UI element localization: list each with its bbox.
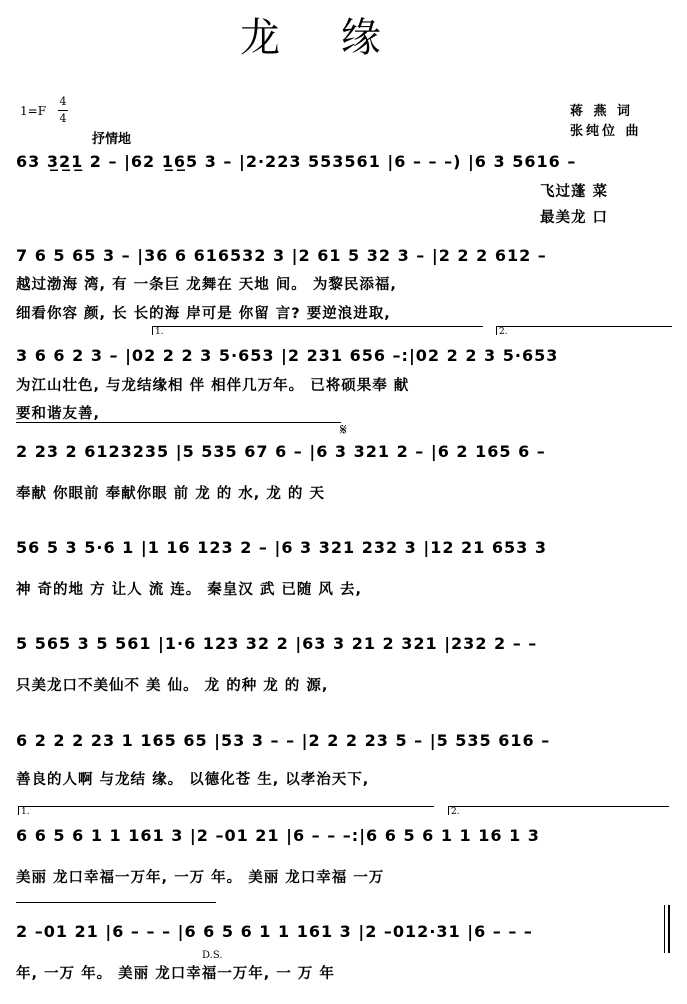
final-barline (664, 905, 670, 953)
ending-continuation (16, 422, 341, 431)
first-ending-bracket (18, 806, 434, 815)
first-ending-bracket (152, 326, 483, 335)
notation-row: 3 6 6 2 3 – |02 2 2 3 5·653 |2 231 656 –:|02 2 2 3 5·653 (16, 346, 559, 365)
time-signature-bottom: 4 (59, 112, 67, 125)
notation-row: 63 3̲2̲1̲ 2 – |62 1̲6̲5 3 – |2·223 553561 |6 – – –) |6 3 5616 – (16, 152, 577, 171)
notation-row: 5 565 3 5 561 |1·6 123 32 2 |63 3 21 2 321 |232 2 – – (16, 634, 538, 653)
segno-sign: 𝄋 (340, 420, 347, 439)
notation-row: 2 23 2 6123235 |5 535 67 6 – |6 3 321 2 – |6 2 165 6 – (16, 442, 546, 461)
second-ending-label: 2. (451, 807, 460, 817)
lyric-line: 神 奇的地 方 让人 流 连。 秦皇汉 武 已随 风 去, (16, 582, 362, 598)
lyric-line: 美丽 龙口幸福一万年, 一万 年。 美丽 龙口幸福 一万 (16, 870, 385, 886)
notation-row: 2 –01 21 |6 – – – |6 6 5 6 1 1 161 3 |2 –012·31 |6 – – – (16, 922, 533, 941)
lyric-line: 细看你容 颜, 长 长的海 岸可是 你留 言? 要逆浪进取, (16, 306, 391, 322)
second-ending-bracket (496, 326, 672, 335)
lyric-line: 只美龙口不美仙不 美 仙。 龙 的种 龙 的 源, (16, 678, 329, 694)
lyric-line: 年, 一万 年。 美丽 龙口幸福一万年, 一 万 年 (16, 966, 335, 982)
tempo-marking: 抒情地 (92, 132, 132, 147)
lyric-line: 越过渤海 湾, 有 一条巨 龙舞在 天地 间。 为黎民添福, (16, 277, 397, 293)
lyric-line: 要和谐友善, (16, 406, 101, 422)
key-signature: 1=F (20, 104, 47, 118)
first-ending-label: 1. (155, 327, 164, 337)
time-signature (58, 95, 68, 126)
second-ending-label: 2. (499, 327, 508, 337)
lyric-line: 为江山壮色, 与龙结缘相 伴 相伴几万年。 已将硕果奉 献 (16, 378, 410, 394)
song-title: 龙 缘 (240, 15, 405, 61)
notation-row: 7 6 5 65 3 – |36 6 616532 3 |2 61 5 32 3 – |2 2 2 612 – (16, 246, 547, 265)
notation-row: 56 5 3 5·6 1 |1 16 123 2 – |6 3 321 232 3 |12 21 653 3 (16, 538, 547, 557)
lyricist-credit: 蒋 燕 词 (570, 104, 634, 119)
composer-credit: 张纯位 曲 (570, 124, 642, 139)
lyric-line: 奉献 你眼前 奉献你眼 前 龙 的 水, 龙 的 天 (16, 486, 325, 502)
ending-continuation (16, 902, 216, 911)
lyric-line: 飞过蓬 菜 (540, 184, 609, 200)
time-signature-top: 4 (59, 95, 67, 108)
lyric-line: 善良的人啊 与龙结 缘。 以德化苍 生, 以孝治天下, (16, 772, 370, 788)
dal-segno-mark: D.S. (202, 950, 223, 961)
notation-row: 6 2 2 2 23 1 165 65 |53 3 – – |2 2 2 23 5 – |5 535 616 – (16, 731, 551, 750)
second-ending-bracket (448, 806, 669, 815)
notation-row: 6 6 5 6 1 1 161 3 |2 –01 21 |6 – – –:|6 6 5 6 1 1 16 1 3 (16, 826, 540, 845)
first-ending-label: 1. (21, 807, 30, 817)
lyric-line: 最美龙 口 (540, 210, 609, 226)
